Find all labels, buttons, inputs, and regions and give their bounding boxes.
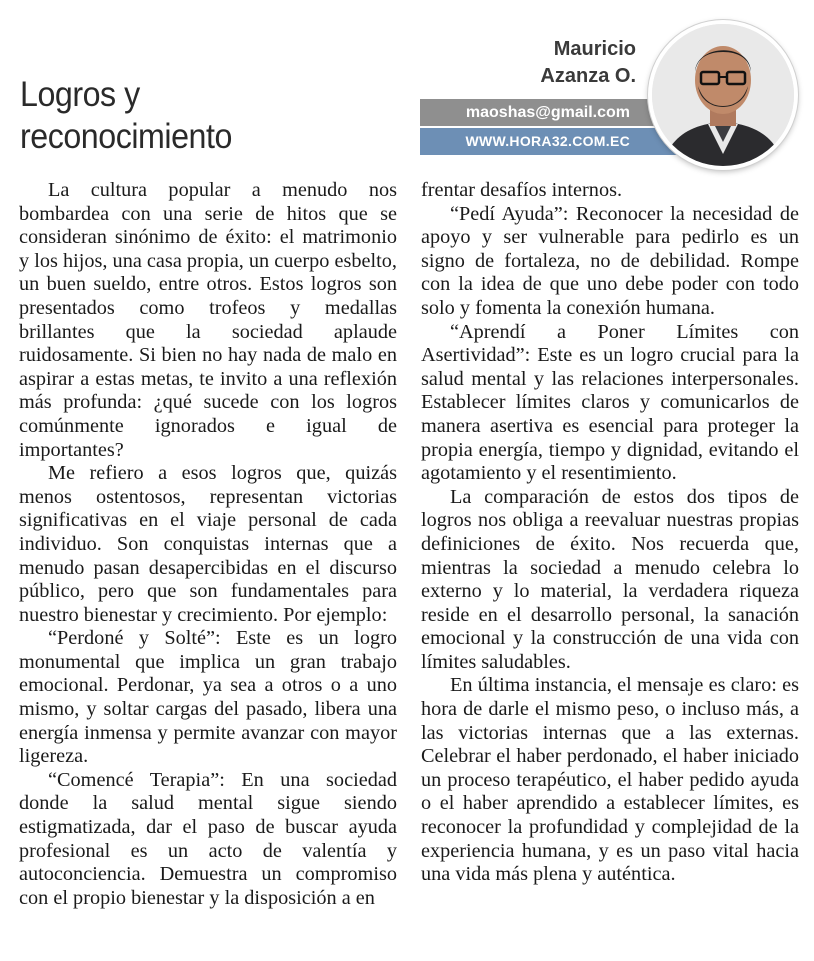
author-name: Mauricio Azanza O. xyxy=(540,38,636,87)
paragraph: La comparación de estos dos tipos de logros nos obliga a reevaluar nuestras propias definiciones de éxito. Nos recuerda que, mientras la sociedad a menudo celebra lo externo y lo material, la verdadera riqueza reside en el desarrollo personal, la sanación emocional y la construcción de una vida con límites saludables. xyxy=(421,485,799,673)
article-column-right xyxy=(421,179,799,887)
paragraph: “Perdoné y Solté”: Este es un logro monumental que implica un gran trabajo emocional. Perdonar, ya sea a otros o a uno mismo, y soltar cargas del pasado, libera una energía inmensa y permite avanzar con mayor ligereza. xyxy=(19,627,397,768)
author-email[interactable]: maoshas@gmail.com xyxy=(420,99,720,126)
paragraph: “Comencé Terapia”: En una sociedad donde la salud mental sigue siendo estigmatizada, dar el paso de buscar ayuda profesional es un acto de valentía y autoconciencia. Demuestra un compromiso con el propio bienestar y la disposición a en xyxy=(19,768,397,909)
article-column-left xyxy=(19,179,397,910)
paragraph: “Pedí Ayuda”: Reconocer la necesidad de apoyo y ser vulnerable para pedirlo es un signo de fortaleza, no de debilidad. Rompe con la idea de que uno debe poder con todo solo y fomenta la conexión humana. xyxy=(421,202,799,319)
author-photo xyxy=(648,20,798,170)
article-title: Logros y reconocimiento xyxy=(20,75,232,156)
website-link[interactable]: WWW.HORA32.COM.EC xyxy=(420,128,720,155)
author-portrait-icon xyxy=(652,24,794,166)
paragraph: “Aprendí a Poner Límites con Asertividad”: Este es un logro crucial para la salud mental y las relaciones interpersonales. Establecer límites claros y comunicarlos de manera asertiva es esencial para proteger la propia energía, tiempo y dignidad, evitando el agotamiento y el resentimiento. xyxy=(421,320,799,485)
paragraph: Me refiero a esos logros que, quizás menos ostentosos, representan victorias significativas en el viaje personal de cada individuo. Son conquistas internas que a menudo pasan desapercibidas en el discurso público, pero que son fundamentales para nuestro bienestar y crecimiento. Por ejemplo: xyxy=(19,462,397,626)
paragraph: La cultura popular a menudo nos bombardea con una serie de hitos que se consideran sinónimo de éxito: el matrimonio y los hijos, una casa propia, un cuerpo esbelto, un buen sueldo, entre otros. Estos logros son presentados como trofeos y medallas brillantes que la sociedad aplaude ruidosamente. Si bien no hay nada de malo en aspirar a estas metas, te invito a una reflexión más profunda: ¿qué sucede con los logros comúnmente ignorados e igual de importantes? xyxy=(19,179,397,461)
paragraph: En última instancia, el mensaje es claro: es hora de darle el mismo peso, o incluso más, a las victorias internas que a las externas. Celebrar el haber perdonado, el haber iniciado un proceso terapéutico, el haber pedido ayuda o el haber aprendido a establecer límites, es reconocer la profundidad y complejidad de la experiencia humana, y es un paso vital hacia una vida más plena y auténtica. xyxy=(421,674,799,886)
paragraph-continuation: frentar desafíos internos. xyxy=(421,179,623,201)
